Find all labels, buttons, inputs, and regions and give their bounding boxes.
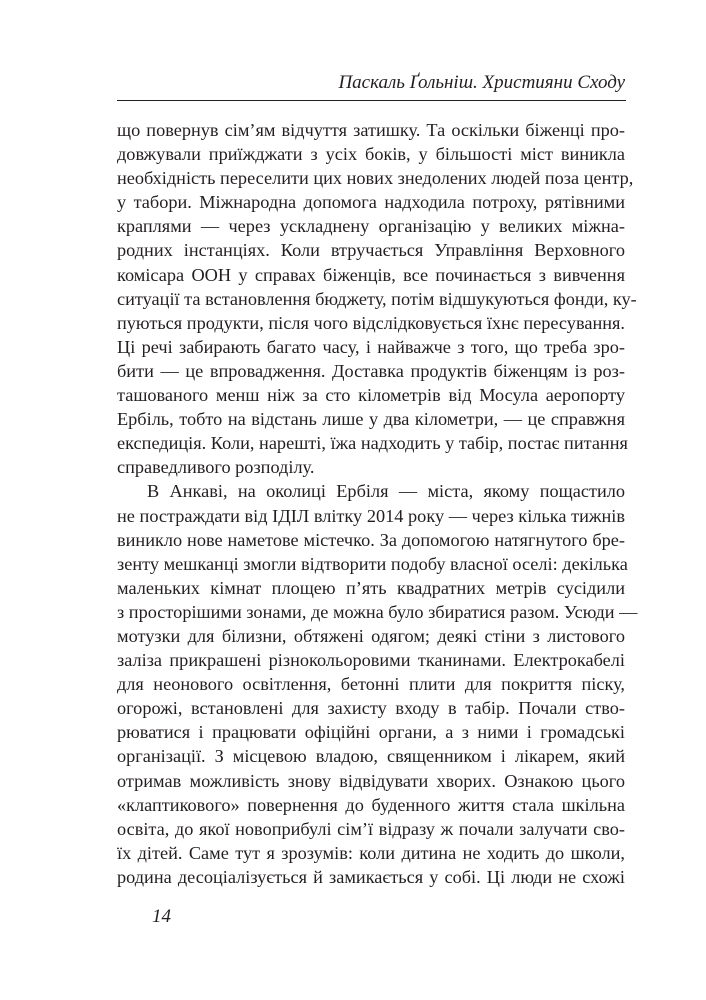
text-line: їх дітей. Саме тут я зрозумів: коли дитина не ходить до школи, [117,842,625,863]
text-line: «клаптикового» повернення до буденного життя стала шкільна [117,794,625,815]
text-line: бити — це впровадження. Доставка продуктів біженцям із роз- [117,360,625,381]
text-line: з просторішими зонами, де можна було збиратися разом. Усюди — [117,601,638,622]
text-line: для неонового освітлення, бетонні плити для покриття піску, [117,674,625,695]
text-line: огорожі, встановлені для захисту входу в табір. Почали ство- [117,698,625,719]
text-line: зенту мешканці змогли відтворити подобу власної оселі: декілька [117,553,628,574]
paragraph [117,118,637,479]
text-line: Ербіль, тобто на відстань лише у два кілометри, — це справжня [117,409,625,430]
text-line: мотузки для білизни, обтяжені одягом; деякі стіни з листового [117,625,625,646]
page-number: 14 [152,906,171,927]
text-line: організації. З місцевою владою, священником і лікарем, який [117,746,625,767]
text-line: пуються продукти, після чого відслідковується їхнє пересування. [117,312,625,333]
text-line: у табори. Міжнародна допомога надходила потроху, рятівними [117,192,625,213]
header-rule [117,100,626,101]
text-line: краплями — через ускладнену організацію у великих міжна- [117,216,625,237]
text-line: родних інстанціях. Коли втручається Управління Верховного [117,240,625,261]
text-line: родина десоціалізується й замикається у собі. Ці люди не схожі [117,866,625,887]
running-head: Паскаль Ґольніш. Християни Сходу [338,72,625,93]
text-line: справедливого розподілу. [117,457,315,478]
text-line: необхідність переселити цих нових знедолених людей поза центр, [117,168,634,189]
text-line: Ці речі забирають багато часу, і найважче з того, що треба зро- [117,336,625,357]
text-line: В Анкаві, на околиці Ербіля — міста, якому пощастило [147,481,625,502]
text-line: що повернув сім’ям відчуття затишку. Та оскільки біженці про- [117,120,625,140]
text-line: експедиція. Коли, нарешті, їжа надходить у табір, постає питання [117,433,628,454]
text-line: отримав можливість знову відвідувати хворих. Ознакою цього [117,770,625,791]
text-line: довжували приїжджати з усіх боків, у більшості міст виникла [117,144,625,165]
text-line: ситуації та встановлення бюджету, потім відшукуються фонди, ку- [117,288,637,309]
text-line: рюватися і працювати офіційні органи, а з ними і громадські [117,722,625,743]
text-line: маленьких кімнат площею п’ять квадратних метрів сусідили [117,577,625,598]
text-line: заліза прикрашені різнокольоровими тканинами. Електрокабелі [117,650,625,671]
paragraph [117,479,638,889]
text-line: освіта, до якої новоприбулі сім’ї відразу ж почали залучати сво- [117,818,625,839]
text-line: не постраждати від ІДІЛ влітку 2014 року — через кілька тижнів [117,505,625,526]
body-text [117,118,638,889]
text-line: комісара ООН у справах біженців, все починається з вивчення [117,264,625,285]
text-line: виникло нове наметове містечко. За допомогою натягнутого бре- [117,529,625,550]
text-line: ташованого менш ніж за сто кілометрів від Мосула аеропорту [117,385,625,406]
